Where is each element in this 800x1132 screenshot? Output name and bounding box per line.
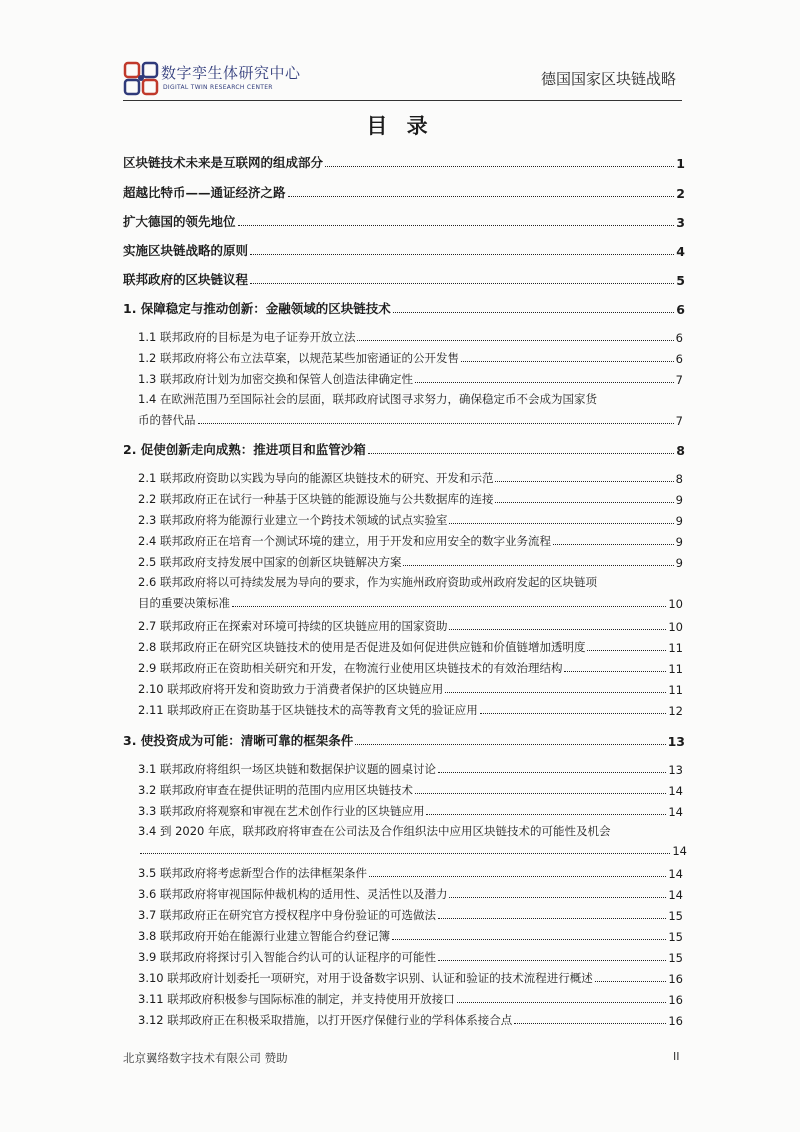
toc-entry[interactable] xyxy=(123,153,685,171)
toc-page-number: 5 xyxy=(676,273,685,288)
toc-section[interactable] xyxy=(123,299,685,317)
toc-subentry[interactable] xyxy=(138,760,683,777)
toc-subentry[interactable] xyxy=(138,885,683,902)
toc-leader xyxy=(514,1023,666,1024)
toc-entry-text: 3.3 联邦政府将观察和审视在艺术创作行业的区块链应用 xyxy=(138,804,425,818)
toc-page-number: 12 xyxy=(668,704,683,718)
toc-entry-text: 1.4 在欧洲范围乃至国际社会的层面，联邦政府试图寻求努力，确保稳定币不会成为国家货 xyxy=(138,392,597,406)
toc-leader xyxy=(357,340,673,341)
toc-page-number: 15 xyxy=(668,951,683,965)
toc-subentry[interactable] xyxy=(138,638,683,655)
toc-entry[interactable] xyxy=(123,183,685,201)
toc-entry-text: 3.9 联邦政府将探讨引入智能合约认可的认证程序的可能性 xyxy=(138,950,436,964)
header-divider xyxy=(123,100,682,101)
toc-entry-text: 2.10 联邦政府将开发和资助致力于消费者保护的区块链应用 xyxy=(138,682,444,696)
logo xyxy=(123,60,301,104)
toc-page-number: 11 xyxy=(668,683,683,697)
toc-entry-text: 3.12 联邦政府正在积极采取措施，以打开医疗保健行业的学科体系接合点 xyxy=(138,1013,513,1027)
toc-subentry[interactable] xyxy=(138,701,683,718)
toc-leader xyxy=(495,502,673,503)
toc-entry-text: 1.2 联邦政府将公布立法草案，以规范某些加密通证的公开发售 xyxy=(138,351,459,365)
toc-leader xyxy=(457,1002,667,1003)
toc-leader xyxy=(355,744,665,745)
toc-leader xyxy=(595,981,667,982)
toc-entry-text: 2.11 联邦政府正在资助基于区块链技术的高等教育文凭的验证应用 xyxy=(138,703,478,717)
toc-page-number: 6 xyxy=(676,302,685,317)
footer-page-number: II xyxy=(673,1050,680,1063)
toc-page-number: 1 xyxy=(676,156,685,171)
toc-page-number: 14 xyxy=(668,888,683,902)
toc-entry-text: 2.2 联邦政府正在试行一种基于区块链的能源设施与公共数据库的连接 xyxy=(138,492,494,506)
toc-leader xyxy=(449,629,666,630)
toc-leader xyxy=(288,196,675,197)
toc-leader xyxy=(250,283,674,284)
toc-subentry[interactable] xyxy=(138,511,683,528)
toc-page-number: 9 xyxy=(675,535,683,549)
toc-page-number: 9 xyxy=(675,556,683,570)
toc-leader xyxy=(445,692,666,693)
toc-page-number: 14 xyxy=(668,867,683,881)
toc-entry-text: 3.10 联邦政府计划委托一项研究，对用于设备数字识别、认证和验证的技术流程进行概述 xyxy=(138,971,593,985)
toc-page-number: 10 xyxy=(668,597,683,611)
toc-page-number: 6 xyxy=(675,352,683,366)
toc-subentry[interactable] xyxy=(138,370,683,387)
toc-page-number: 14 xyxy=(672,844,687,858)
toc-entry[interactable] xyxy=(123,212,685,230)
toc-entry-text: 2.5 联邦政府支持发展中国家的创新区块链解决方案 xyxy=(138,555,402,569)
toc-leader xyxy=(564,671,666,672)
toc-subentry[interactable] xyxy=(138,969,683,986)
toc-leader xyxy=(415,382,674,383)
toc-leader xyxy=(449,523,673,524)
toc-subentry[interactable] xyxy=(138,906,683,923)
toc-subentry[interactable] xyxy=(138,823,687,858)
toc-subentry[interactable] xyxy=(138,349,683,366)
logo-name: 数字孪生体研究中心 xyxy=(161,64,301,82)
toc-page-number: 8 xyxy=(675,472,683,486)
toc-entry-text: 2.7 联邦政府正在探索对环境可持续的区块链应用的国家资助 xyxy=(138,619,448,633)
toc-section[interactable] xyxy=(123,731,685,749)
toc-leader xyxy=(449,897,666,898)
toc-entry-text: 3.4 到 2020 年底，联邦政府将审查在公司法及合作组织法中应用区块链技术的可能性及机会 xyxy=(138,824,611,838)
toc-subentry[interactable] xyxy=(138,802,683,819)
toc-leader xyxy=(250,254,674,255)
toc-entry-text: 2. 促使创新走向成熟：推进项目和监管沙箱 xyxy=(123,442,366,457)
toc-leader xyxy=(553,544,674,545)
toc-entry-text: 联邦政府的区块链议程 xyxy=(123,272,249,287)
toc-subentry[interactable] xyxy=(138,864,683,881)
toc-page-number: 9 xyxy=(675,514,683,528)
toc-leader xyxy=(438,918,666,919)
toc-leader xyxy=(198,423,674,424)
toc-entry-text: 3. 使投资成为可能：清晰可靠的框架条件 xyxy=(123,733,354,748)
toc-leader xyxy=(232,606,666,607)
toc-entry-text: 1.1 联邦政府的目标是为电子证券开放立法 xyxy=(138,330,356,344)
toc-subentry[interactable] xyxy=(138,990,683,1007)
toc-leader xyxy=(480,713,667,714)
toc-page-number: 16 xyxy=(668,972,683,986)
toc-page-number: 15 xyxy=(668,930,683,944)
document-header-title: 德国国家区块链战略 xyxy=(540,70,676,88)
toc-entry-text: 1. 保障稳定与推动创新：金融领域的区块链技术 xyxy=(123,301,391,316)
toc-section[interactable] xyxy=(123,440,685,458)
toc-leader xyxy=(140,853,670,854)
toc-subentry[interactable] xyxy=(138,659,683,676)
toc-leader xyxy=(368,453,674,454)
toc-leader xyxy=(587,650,666,651)
toc-subentry[interactable] xyxy=(138,1011,683,1028)
toc-page-number: 10 xyxy=(668,620,683,634)
toc-subentry[interactable] xyxy=(138,781,683,798)
toc-page-number: 3 xyxy=(676,215,685,230)
toc-page-number: 8 xyxy=(676,443,685,458)
toc-entry-text: 3.6 联邦政府将审视国际仲裁机构的适用性、灵活性以及潜力 xyxy=(138,887,448,901)
toc-leader xyxy=(495,481,673,482)
toc-entry-text: 2.1 联邦政府资助以实践为导向的能源区块链技术的研究、开发和示范 xyxy=(138,471,494,485)
toc-entry-text: 2.8 联邦政府正在研究区块链技术的使用是否促进及如何促进供应链和价值链增加透明度 xyxy=(138,640,586,654)
toc-page-number: 13 xyxy=(668,763,683,777)
toc-entry-text-continued: 目的重要决策标准 xyxy=(138,596,230,610)
toc-subentry[interactable] xyxy=(138,948,683,965)
toc-entry[interactable] xyxy=(123,241,685,259)
toc-subentry[interactable] xyxy=(138,553,683,570)
toc-leader xyxy=(369,876,666,877)
toc-entry-text: 3.11 联邦政府积极参与国际标准的制定，并支持使用开放接口 xyxy=(138,992,455,1006)
toc-leader xyxy=(238,225,675,226)
toc-entry-text: 2.3 联邦政府将为能源行业建立一个跨技术领域的试点实验室 xyxy=(138,513,448,527)
toc-leader xyxy=(393,312,674,313)
toc-page-number: 11 xyxy=(668,641,683,655)
toc-entry-text: 区块链技术未来是互联网的组成部分 xyxy=(123,155,324,170)
toc-page-number: 14 xyxy=(668,805,683,819)
toc-entry-text: 2.9 联邦政府正在资助相关研究和开发，在物流行业使用区块链技术的有效治理结构 xyxy=(138,661,563,675)
toc-entry-text: 1.3 联邦政府计划为加密交换和保管人创造法律确定性 xyxy=(138,372,413,386)
toc-page-number: 11 xyxy=(668,662,683,676)
footer-sponsor: 北京翼络数字技术有限公司 赞助 xyxy=(123,1051,288,1065)
toc-entry-text: 超越比特币——通证经济之路 xyxy=(123,185,286,200)
toc-page-number: 13 xyxy=(667,734,685,749)
toc-entry-text: 2.6 联邦政府将以可持续发展为导向的要求，作为实施州政府资助或州政府发起的区块链项 xyxy=(138,575,597,589)
toc-entry-text: 3.1 联邦政府将组织一场区块链和数据保护议题的圆桌讨论 xyxy=(138,762,436,776)
toc-subentry[interactable] xyxy=(138,574,683,611)
toc-leader xyxy=(461,361,674,362)
toc-page-number: 2 xyxy=(676,186,685,201)
toc-page-number: 16 xyxy=(668,993,683,1007)
toc-subentry[interactable] xyxy=(138,391,683,428)
toc-leader xyxy=(438,960,666,961)
toc-entry[interactable] xyxy=(123,270,685,288)
toc-subentry[interactable] xyxy=(138,617,683,634)
toc-leader xyxy=(403,565,673,566)
toc-page-number: 15 xyxy=(668,909,683,923)
toc-subentry[interactable] xyxy=(138,328,683,345)
toc-entry-text: 实施区块链战略的原则 xyxy=(123,243,249,258)
toc-leader xyxy=(392,939,666,940)
toc-leader xyxy=(438,772,666,773)
toc-entry-text-continued: 币的替代品 xyxy=(138,413,196,427)
toc-page-number: 14 xyxy=(668,784,683,798)
toc-title: 目 录 xyxy=(366,114,434,138)
digital-twin-logo-icon xyxy=(123,60,159,96)
toc-entry-text: 3.5 联邦政府将考虑新型合作的法律框架条件 xyxy=(138,866,367,880)
toc-entry-text: 2.4 联邦政府正在培育一个测试环境的建立，用于开发和应用安全的数字业务流程 xyxy=(138,534,551,548)
toc-page-number: 4 xyxy=(676,244,685,259)
toc-leader xyxy=(325,166,674,167)
toc-subentry[interactable] xyxy=(138,680,683,697)
toc-page-number: 7 xyxy=(675,414,683,428)
toc-entry-text: 3.8 联邦政府开始在能源行业建立智能合约登记簿 xyxy=(138,929,390,943)
toc-page-number: 9 xyxy=(675,493,683,507)
toc-page-number: 6 xyxy=(675,331,683,345)
toc-entry-text: 3.7 联邦政府正在研究官方授权程序中身份验证的可选做法 xyxy=(138,908,436,922)
toc-entry-text: 3.2 联邦政府审查在提供证明的范围内应用区块链技术 xyxy=(138,783,413,797)
toc-leader xyxy=(415,793,666,794)
toc-page-number: 16 xyxy=(668,1014,683,1028)
toc-subentry[interactable] xyxy=(138,490,683,507)
toc-subentry[interactable] xyxy=(138,469,683,486)
toc-leader xyxy=(426,814,666,815)
toc-entry-text: 扩大德国的领先地位 xyxy=(123,214,236,229)
logo-subtitle: DIGITAL TWIN RESEARCH CENTER xyxy=(163,84,273,91)
toc-subentry[interactable] xyxy=(138,532,683,549)
toc-subentry[interactable] xyxy=(138,927,683,944)
toc-page-number: 7 xyxy=(675,373,683,387)
